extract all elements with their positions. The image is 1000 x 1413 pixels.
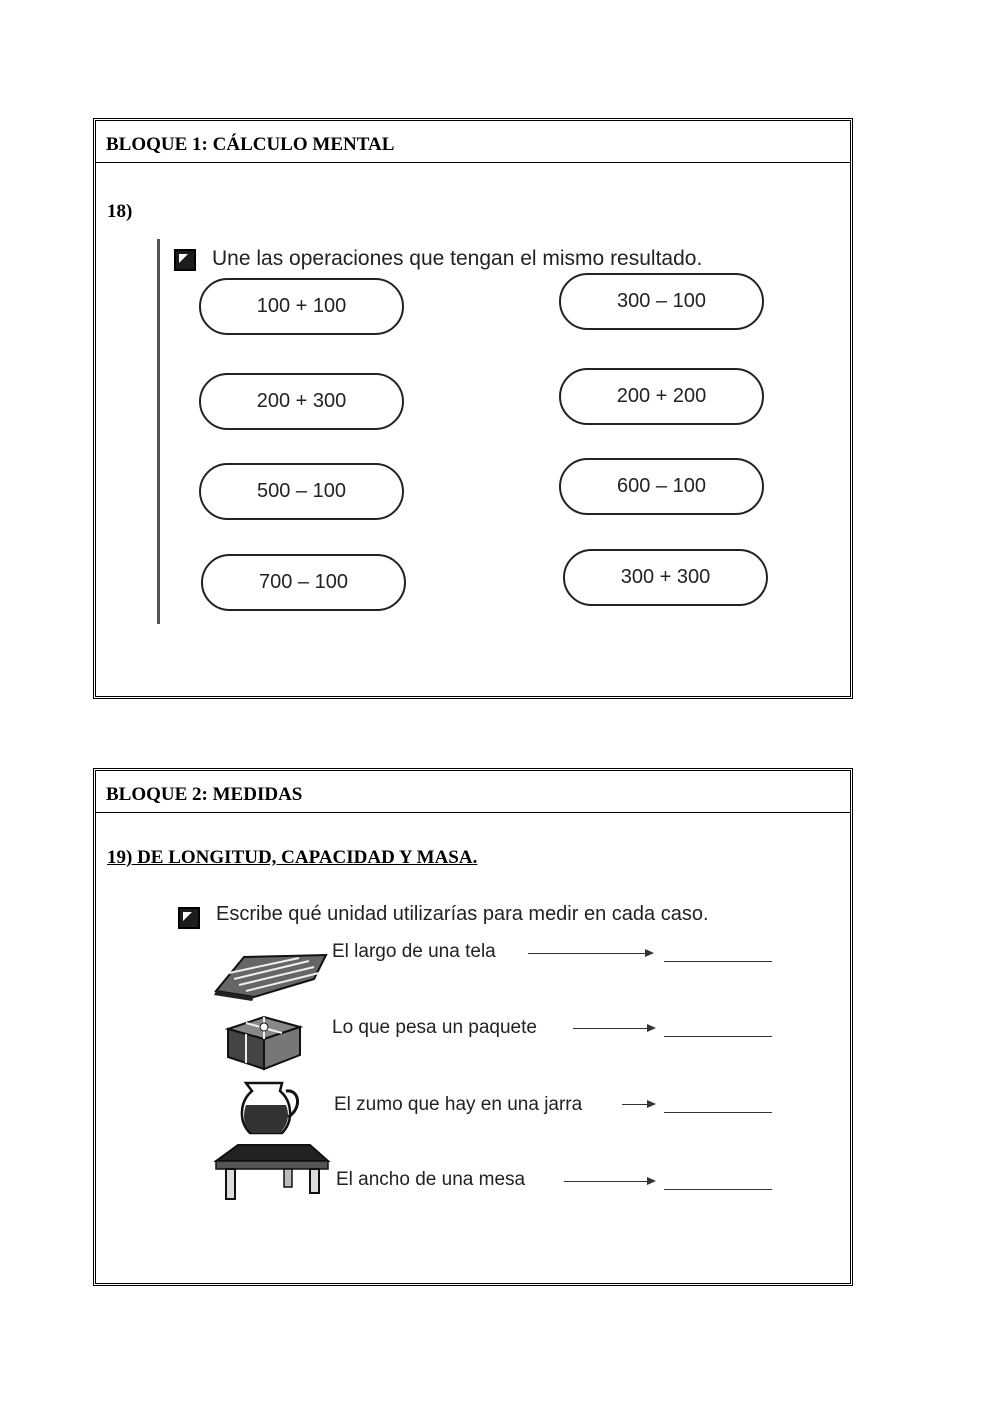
- answer-line-2[interactable]: [664, 1036, 772, 1037]
- exercise-margin-line: [157, 239, 160, 624]
- measure-text-3: El zumo que hay en una jarra: [334, 1094, 583, 1115]
- operation-right-1[interactable]: 300 – 100: [559, 273, 764, 330]
- fabric-icon: [214, 949, 329, 1001]
- operation-left-1[interactable]: 100 + 100: [199, 278, 404, 335]
- block-medidas: [93, 768, 853, 1286]
- operation-left-2[interactable]: 200 + 300: [199, 373, 404, 430]
- question-number-18: 18): [107, 201, 133, 222]
- arrow-2: [573, 1028, 654, 1029]
- arrow-1: [528, 953, 652, 954]
- exercise-icon: [174, 249, 196, 271]
- measure-text-4: El ancho de una mesa: [336, 1169, 526, 1190]
- operation-left-3[interactable]: 500 – 100: [199, 463, 404, 520]
- operation-left-4[interactable]: 700 – 100: [201, 554, 406, 611]
- jug-icon: [236, 1077, 304, 1139]
- block2-title: BLOQUE 2: MEDIDAS: [96, 771, 850, 813]
- arrow-4: [564, 1181, 654, 1182]
- operation-right-2[interactable]: 200 + 200: [559, 368, 764, 425]
- measure-text-2: Lo que pesa un paquete: [332, 1017, 537, 1038]
- answer-line-4[interactable]: [664, 1189, 772, 1190]
- exercise-icon: [178, 907, 200, 929]
- table-icon: [214, 1141, 332, 1203]
- instruction-18: Une las operaciones que tengan el mismo resultado.: [212, 247, 703, 270]
- operation-right-3[interactable]: 600 – 100: [559, 458, 764, 515]
- question-title-19: 19) DE LONGITUD, CAPACIDAD Y MASA.: [107, 847, 478, 868]
- package-icon: [224, 1011, 304, 1073]
- answer-line-3[interactable]: [664, 1112, 772, 1113]
- block-calculo-mental: [93, 118, 853, 699]
- answer-line-1[interactable]: [664, 961, 772, 962]
- arrow-3: [622, 1104, 654, 1105]
- measure-text-1: El largo de una tela: [332, 941, 496, 962]
- instruction-19: Escribe qué unidad utilizarías para medir en cada caso.: [216, 903, 709, 925]
- operation-right-4[interactable]: 300 + 300: [563, 549, 768, 606]
- block1-title: BLOQUE 1: CÁLCULO MENTAL: [96, 121, 850, 163]
